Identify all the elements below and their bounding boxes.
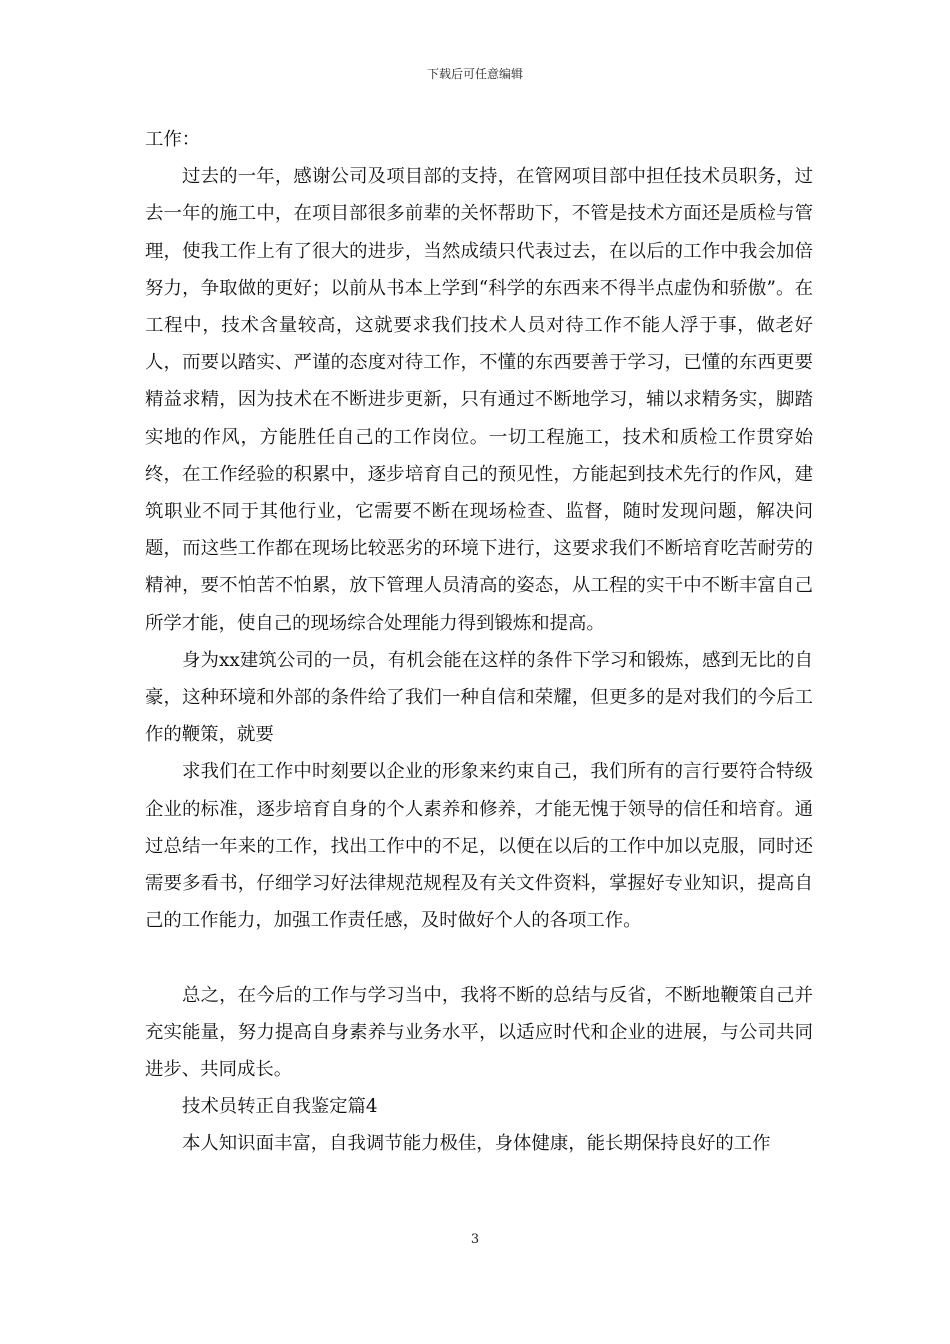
paragraph-requirements: 求我们在工作中时刻要以企业的形象来约束自己，我们所有的言行要符合特级企业的标准，逐步培育自身的个人素养和修养，才能无愧于领导的信任和培育。通过总结一年来的工作，找出工作中的不足，以便在以后的工作中加以克服，同时还需要多看书，仔细学习好法律规范规程及有关文件资料，掌握好专业知识，提高自己的工作能力，加强工作责任感，及时做好个人的各项工作。 bbox=[145, 761, 813, 932]
paragraph-company-member: 身为xx建筑公司的一员，有机会能在这样的条件下学习和锻炼，感到无比的自豪，这种环境和外部的条件给了我们一种自信和荣耀，但更多的是对我们的今后工作的鞭策，就要 bbox=[145, 649, 813, 746]
paragraph-section-intro: 本人知识面丰富，自我调节能力极佳，身体健康，能长期保持良好的工作 bbox=[182, 1133, 771, 1155]
page-header: 下载后可任意编辑 bbox=[426, 67, 523, 81]
document-body bbox=[145, 121, 813, 1163]
page-number: 3 bbox=[470, 1232, 480, 1247]
section-heading: 技术员转正自我鉴定篇4 bbox=[182, 1096, 378, 1118]
paragraph-conclusion: 总之，在今后的工作与学习当中，我将不断的总结与反省，不断地鞭策自己并充实能量，努力提高自身素养与业务水平，以适应时代和企业的进展，与公司共同进步、共同成长。 bbox=[145, 984, 813, 1081]
paragraph-spacer bbox=[145, 939, 813, 976]
paragraph-past-year: 过去的一年，感谢公司及项目部的支持，在管网项目部中担任技术员职务，过去一年的施工中，在项目部很多前辈的关怀帮助下，不管是技术方面还是质检与管理，使我工作上有了很大的进步，当然成绩只代表过去，在以后的工作中我会加倍努力，争取做的更好；以前从书本上学到“科学的东西来不得半点虚伪和骄傲”。在工程中，技术含量较高，这就要求我们技术人员对待工作不能人浮于事，做老好人，而要以踏实、严谨的态度对待工作，不懂的东西要善于学习，已懂的东西更要精益求精，因为技术在不断进步更新，只有通过不断地学习，辅以求精务实，脚踏实地的作风，方能胜任自己的工作岗位。一切工程施工，技术和质检工作贯穿始终，在工作经验的积累中，逐步培育自己的预见性，方能起到技术先行的作风，建筑职业不同于其他行业，它需要不断在现场检查、监督，随时发现问题，解决问题，而这些工作都在现场比较恶劣的环境下进行，这要求我们不断培育吃苦耐劳的精神，要不怕苦不怕累，放下管理人员清高的姿态，从工程的实干中不断丰富自己所学才能，使自己的现场综合处理能力得到锻炼和提高。 bbox=[145, 166, 813, 634]
paragraph-continuation: 工作： bbox=[145, 129, 201, 150]
